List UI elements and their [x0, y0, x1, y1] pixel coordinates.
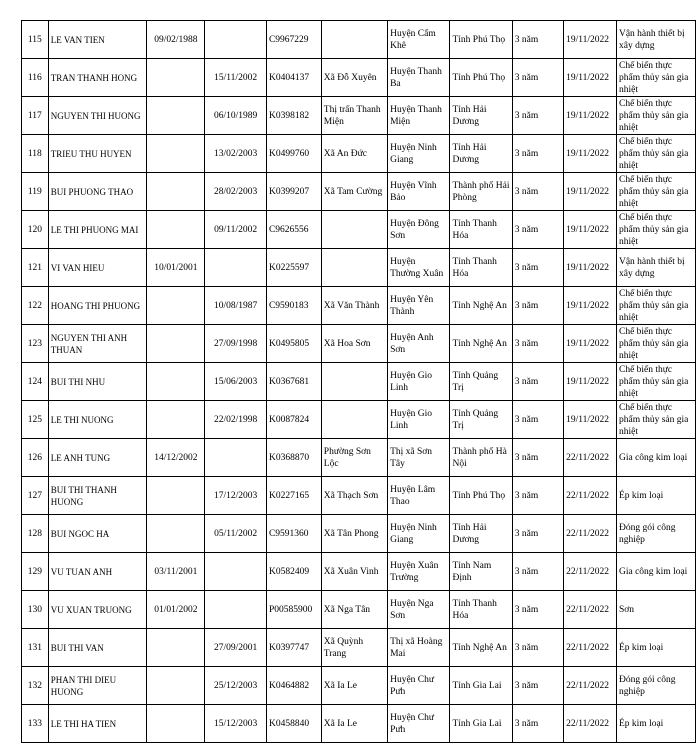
contract-term-cell: 3 năm [512, 515, 563, 553]
birth-date-male-cell [147, 629, 205, 667]
commune-cell: Phường Sơn Lộc [321, 439, 387, 477]
full-name-cell: BUI PHUONG THAO [48, 173, 147, 211]
full-name-cell: NGUYEN THI ANH THUAN [48, 325, 147, 363]
id-number-cell: K0398182 [266, 97, 321, 135]
id-number-cell: K0582409 [266, 553, 321, 591]
row-number-cell: 120 [22, 211, 49, 249]
row-number-cell: 131 [22, 629, 49, 667]
province-cell: Tỉnh Gia Lai [450, 705, 512, 743]
commune-cell: Xã Quỳnh Trang [321, 629, 387, 667]
contract-term-cell: 3 năm [512, 591, 563, 629]
province-cell: Tỉnh Thanh Hóa [450, 591, 512, 629]
district-cell: Huyện Nga Sơn [388, 591, 450, 629]
birth-date-female-cell: 25/12/2003 [205, 667, 267, 705]
birth-date-male-cell [147, 515, 205, 553]
full-name-cell: LE THI HA TIEN [48, 705, 147, 743]
table-row [22, 629, 696, 667]
table-row [22, 477, 696, 515]
departure-date-cell: 22/11/2022 [564, 439, 617, 477]
contract-term-cell: 3 năm [512, 135, 563, 173]
birth-date-female-cell [205, 21, 267, 59]
id-number-cell: K0397747 [266, 629, 321, 667]
departure-date-cell: 19/11/2022 [564, 363, 617, 401]
contract-term-cell: 3 năm [512, 59, 563, 97]
departure-date-cell: 22/11/2022 [564, 591, 617, 629]
district-cell: Huyện Lâm Thao [388, 477, 450, 515]
contract-term-cell: 3 năm [512, 287, 563, 325]
roster-table [21, 20, 696, 743]
departure-date-cell: 19/11/2022 [564, 325, 617, 363]
commune-cell: Xã Thạch Sơn [321, 477, 387, 515]
birth-date-male-cell: 14/12/2002 [147, 439, 205, 477]
district-cell: Huyện Cẩm Khê [388, 21, 450, 59]
birth-date-male-cell [147, 59, 205, 97]
id-number-cell: K0399207 [266, 173, 321, 211]
occupation-cell: Chế biến thực phẩm thủy sản gia nhiệt [616, 287, 695, 325]
occupation-cell: Vận hành thiết bị xây dựng [616, 21, 695, 59]
id-number-cell: K0087824 [266, 401, 321, 439]
row-number-cell: 118 [22, 135, 49, 173]
full-name-cell: BUI THI NHU [48, 363, 147, 401]
birth-date-male-cell [147, 287, 205, 325]
province-cell: Tỉnh Nghệ An [450, 629, 512, 667]
id-number-cell: K0368870 [266, 439, 321, 477]
birth-date-female-cell: 15/12/2003 [205, 705, 267, 743]
province-cell: Tỉnh Hải Dương [450, 97, 512, 135]
contract-term-cell: 3 năm [512, 249, 563, 287]
row-number-cell: 124 [22, 363, 49, 401]
birth-date-female-cell: 10/08/1987 [205, 287, 267, 325]
commune-cell: Xã Xuân Vinh [321, 553, 387, 591]
province-cell: Tỉnh Phú Thọ [450, 21, 512, 59]
district-cell: Huyện Chư Pưh [388, 705, 450, 743]
contract-term-cell: 3 năm [512, 477, 563, 515]
occupation-cell: Đóng gói công nghiệp [616, 667, 695, 705]
departure-date-cell: 19/11/2022 [564, 59, 617, 97]
district-cell: Huyện Thanh Ba [388, 59, 450, 97]
id-number-cell: K0458840 [266, 705, 321, 743]
occupation-cell: Ép kim loại [616, 705, 695, 743]
birth-date-male-cell [147, 173, 205, 211]
row-number-cell: 129 [22, 553, 49, 591]
occupation-cell: Gia công kim loại [616, 439, 695, 477]
contract-term-cell: 3 năm [512, 629, 563, 667]
province-cell: Tỉnh Thanh Hóa [450, 211, 512, 249]
contract-term-cell: 3 năm [512, 363, 563, 401]
table-row [22, 325, 696, 363]
contract-term-cell: 3 năm [512, 553, 563, 591]
row-number-cell: 127 [22, 477, 49, 515]
province-cell: Tỉnh Thanh Hóa [450, 249, 512, 287]
province-cell: Tỉnh Nam Định [450, 553, 512, 591]
table-row [22, 553, 696, 591]
occupation-cell: Vận hành thiết bị xây dựng [616, 249, 695, 287]
occupation-cell: Chế biến thực phẩm thủy sản gia nhiệt [616, 401, 695, 439]
full-name-cell: HOANG THI PHUONG [48, 287, 147, 325]
row-number-cell: 122 [22, 287, 49, 325]
table-row [22, 287, 696, 325]
departure-date-cell: 19/11/2022 [564, 249, 617, 287]
contract-term-cell: 3 năm [512, 173, 563, 211]
row-number-cell: 115 [22, 21, 49, 59]
id-number-cell: C9967229 [266, 21, 321, 59]
full-name-cell: VU TUAN ANH [48, 553, 147, 591]
contract-term-cell: 3 năm [512, 705, 563, 743]
full-name-cell: LE ANH TUNG [48, 439, 147, 477]
commune-cell: Xã Đỗ Xuyên [321, 59, 387, 97]
id-number-cell: K0499760 [266, 135, 321, 173]
commune-cell: Xã Ia Le [321, 705, 387, 743]
table-row [22, 363, 696, 401]
departure-date-cell: 22/11/2022 [564, 477, 617, 515]
birth-date-male-cell [147, 667, 205, 705]
district-cell: Huyện Yên Thành [388, 287, 450, 325]
birth-date-male-cell [147, 477, 205, 515]
province-cell: Tỉnh Hải Dương [450, 135, 512, 173]
district-cell: Huyện Anh Sơn [388, 325, 450, 363]
birth-date-male-cell [147, 705, 205, 743]
row-number-cell: 133 [22, 705, 49, 743]
departure-date-cell: 19/11/2022 [564, 135, 617, 173]
full-name-cell: VI VAN HIEU [48, 249, 147, 287]
row-number-cell: 128 [22, 515, 49, 553]
birth-date-male-cell [147, 211, 205, 249]
departure-date-cell: 19/11/2022 [564, 173, 617, 211]
district-cell: Huyện Thường Xuân [388, 249, 450, 287]
row-number-cell: 116 [22, 59, 49, 97]
occupation-cell: Chế biến thực phẩm thủy sản gia nhiệt [616, 363, 695, 401]
birth-date-male-cell [147, 325, 205, 363]
commune-cell [321, 363, 387, 401]
table-row [22, 591, 696, 629]
full-name-cell: NGUYEN THI HUONG [48, 97, 147, 135]
id-number-cell: K0225597 [266, 249, 321, 287]
district-cell: Thị xã Sơn Tây [388, 439, 450, 477]
province-cell: Tỉnh Gia Lai [450, 667, 512, 705]
birth-date-male-cell: 01/01/2002 [147, 591, 205, 629]
commune-cell [321, 249, 387, 287]
full-name-cell: LE THI NUONG [48, 401, 147, 439]
birth-date-male-cell [147, 363, 205, 401]
birth-date-male-cell [147, 135, 205, 173]
district-cell: Huyện Gio Linh [388, 363, 450, 401]
contract-term-cell: 3 năm [512, 211, 563, 249]
province-cell: Tỉnh Phú Thọ [450, 59, 512, 97]
district-cell: Huyện Thanh Miện [388, 97, 450, 135]
table-row [22, 135, 696, 173]
province-cell: Tỉnh Nghệ An [450, 287, 512, 325]
departure-date-cell: 22/11/2022 [564, 629, 617, 667]
contract-term-cell: 3 năm [512, 667, 563, 705]
row-number-cell: 119 [22, 173, 49, 211]
birth-date-female-cell: 13/02/2003 [205, 135, 267, 173]
full-name-cell: BUI NGOC HA [48, 515, 147, 553]
occupation-cell: Chế biến thực phẩm thủy sản gia nhiệt [616, 325, 695, 363]
district-cell: Huyện Ninh Giang [388, 515, 450, 553]
province-cell: Tỉnh Hải Dương [450, 515, 512, 553]
table-row [22, 515, 696, 553]
birth-date-male-cell: 10/01/2001 [147, 249, 205, 287]
departure-date-cell: 19/11/2022 [564, 211, 617, 249]
birth-date-female-cell: 15/11/2002 [205, 59, 267, 97]
full-name-cell: TRAN THANH HONG [48, 59, 147, 97]
full-name-cell: LE THI PHUONG MAI [48, 211, 147, 249]
table-body [22, 21, 696, 743]
district-cell: Thị xã Hoàng Mai [388, 629, 450, 667]
departure-date-cell: 22/11/2022 [564, 705, 617, 743]
birth-date-female-cell [205, 553, 267, 591]
id-number-cell: K0464882 [266, 667, 321, 705]
id-number-cell: C9626556 [266, 211, 321, 249]
commune-cell: Xã An Đức [321, 135, 387, 173]
full-name-cell: PHAN THI DIEU HUONG [48, 667, 147, 705]
birth-date-male-cell [147, 97, 205, 135]
row-number-cell: 123 [22, 325, 49, 363]
birth-date-female-cell: 22/02/1998 [205, 401, 267, 439]
id-number-cell: K0367681 [266, 363, 321, 401]
table-row [22, 97, 696, 135]
departure-date-cell: 22/11/2022 [564, 553, 617, 591]
departure-date-cell: 22/11/2022 [564, 515, 617, 553]
commune-cell: Xã Văn Thành [321, 287, 387, 325]
departure-date-cell: 22/11/2022 [564, 667, 617, 705]
district-cell: Huyện Xuân Trường [388, 553, 450, 591]
commune-cell: Xã Nga Tân [321, 591, 387, 629]
district-cell: Huyện Vĩnh Bảo [388, 173, 450, 211]
occupation-cell: Đóng gói công nghiệp [616, 515, 695, 553]
contract-term-cell: 3 năm [512, 439, 563, 477]
table-row [22, 249, 696, 287]
table-row [22, 59, 696, 97]
table-row [22, 439, 696, 477]
occupation-cell: Chế biến thực phẩm thủy sản gia nhiệt [616, 135, 695, 173]
commune-cell: Xã Tân Phong [321, 515, 387, 553]
row-number-cell: 117 [22, 97, 49, 135]
contract-term-cell: 3 năm [512, 325, 563, 363]
table-row [22, 211, 696, 249]
birth-date-female-cell: 06/10/1989 [205, 97, 267, 135]
id-number-cell: K0227165 [266, 477, 321, 515]
birth-date-female-cell: 15/06/2003 [205, 363, 267, 401]
full-name-cell: VU XUAN TRUONG [48, 591, 147, 629]
table-row [22, 705, 696, 743]
departure-date-cell: 19/11/2022 [564, 21, 617, 59]
province-cell: Tỉnh Nghệ An [450, 325, 512, 363]
occupation-cell: Ép kim loại [616, 629, 695, 667]
id-number-cell: P00585900 [266, 591, 321, 629]
id-number-cell: K0495805 [266, 325, 321, 363]
birth-date-female-cell: 17/12/2003 [205, 477, 267, 515]
occupation-cell: Chế biến thực phẩm thủy sản gia nhiệt [616, 59, 695, 97]
occupation-cell: Ép kim loại [616, 477, 695, 515]
province-cell: Thành phố Hà Nội [450, 439, 512, 477]
province-cell: Tỉnh Quảng Trị [450, 401, 512, 439]
table-row [22, 401, 696, 439]
commune-cell [321, 21, 387, 59]
row-number-cell: 132 [22, 667, 49, 705]
departure-date-cell: 19/11/2022 [564, 401, 617, 439]
table-row [22, 21, 696, 59]
commune-cell [321, 211, 387, 249]
birth-date-female-cell: 09/11/2002 [205, 211, 267, 249]
row-number-cell: 125 [22, 401, 49, 439]
contract-term-cell: 3 năm [512, 97, 563, 135]
commune-cell [321, 401, 387, 439]
contract-term-cell: 3 năm [512, 401, 563, 439]
province-cell: Tỉnh Phú Thọ [450, 477, 512, 515]
full-name-cell: BUI THI THANH HUONG [48, 477, 147, 515]
birth-date-female-cell: 28/02/2003 [205, 173, 267, 211]
full-name-cell: LE VAN TIEN [48, 21, 147, 59]
row-number-cell: 130 [22, 591, 49, 629]
row-number-cell: 126 [22, 439, 49, 477]
occupation-cell: Sơn [616, 591, 695, 629]
table-row [22, 173, 696, 211]
id-number-cell: C9591360 [266, 515, 321, 553]
birth-date-female-cell [205, 591, 267, 629]
full-name-cell: BUI THI VAN [48, 629, 147, 667]
table-row [22, 667, 696, 705]
commune-cell: Xã Hoa Sơn [321, 325, 387, 363]
birth-date-male-cell: 09/02/1988 [147, 21, 205, 59]
birth-date-female-cell: 27/09/1998 [205, 325, 267, 363]
row-number-cell: 121 [22, 249, 49, 287]
district-cell: Huyện Gio Linh [388, 401, 450, 439]
district-cell: Huyện Đông Sơn [388, 211, 450, 249]
occupation-cell: Chế biến thực phẩm thủy sản gia nhiệt [616, 173, 695, 211]
commune-cell: Thị trấn Thanh Miện [321, 97, 387, 135]
birth-date-female-cell: 27/09/2001 [205, 629, 267, 667]
birth-date-male-cell: 03/11/2001 [147, 553, 205, 591]
occupation-cell: Chế biến thực phẩm thủy sản gia nhiệt [616, 97, 695, 135]
id-number-cell: K0404137 [266, 59, 321, 97]
birth-date-female-cell: 05/11/2002 [205, 515, 267, 553]
occupation-cell: Chế biến thực phẩm thủy sản gia nhiệt [616, 211, 695, 249]
district-cell: Huyện Chư Pưh [388, 667, 450, 705]
departure-date-cell: 19/11/2022 [564, 287, 617, 325]
province-cell: Thành phố Hải Phòng [450, 173, 512, 211]
province-cell: Tỉnh Quảng Trị [450, 363, 512, 401]
birth-date-male-cell [147, 401, 205, 439]
commune-cell: Xã Ia Le [321, 667, 387, 705]
contract-term-cell: 3 năm [512, 21, 563, 59]
full-name-cell: TRIEU THU HUYEN [48, 135, 147, 173]
commune-cell: Xã Tam Cường [321, 173, 387, 211]
birth-date-female-cell [205, 249, 267, 287]
birth-date-female-cell [205, 439, 267, 477]
id-number-cell: C9590183 [266, 287, 321, 325]
district-cell: Huyện Ninh Giang [388, 135, 450, 173]
departure-date-cell: 19/11/2022 [564, 97, 617, 135]
occupation-cell: Gia công kim loại [616, 553, 695, 591]
